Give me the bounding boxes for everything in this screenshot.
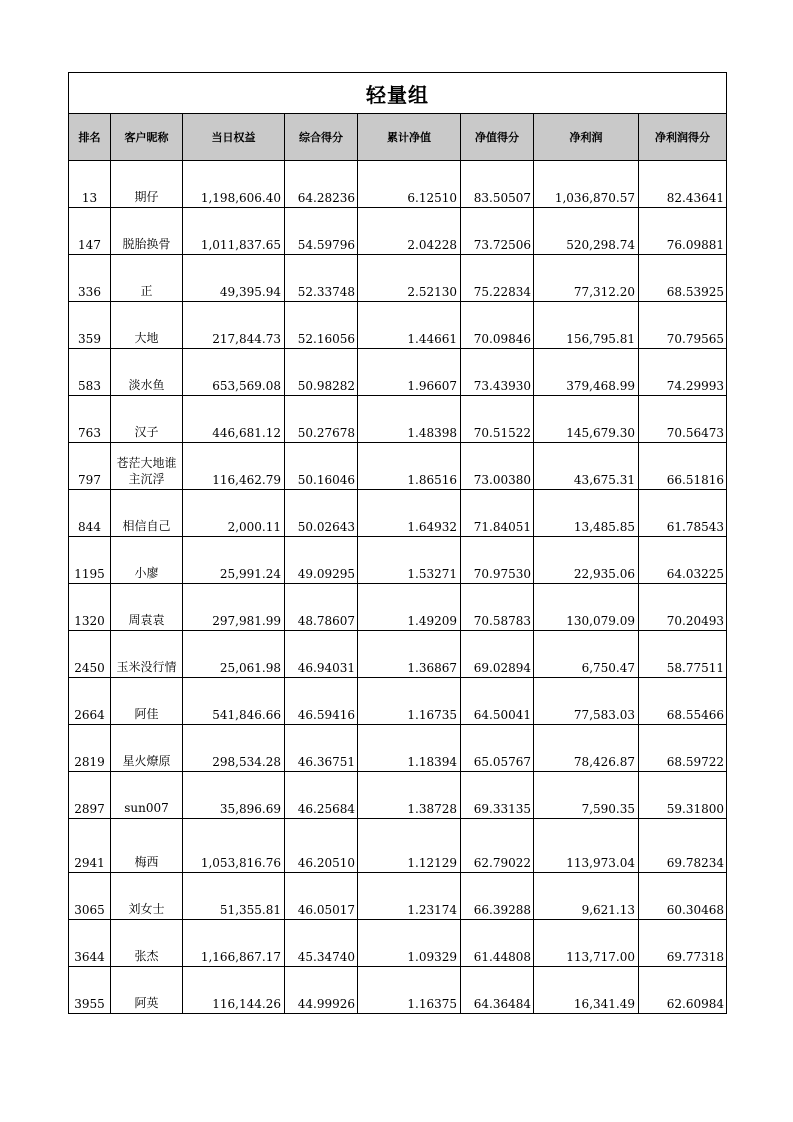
daily-equity-cell: 49,395.94 xyxy=(183,255,285,302)
net-profit-score-cell: 68.55466 xyxy=(639,678,727,725)
rank-cell: 359 xyxy=(69,302,111,349)
nav-score-cell: 71.84051 xyxy=(461,490,534,537)
daily-equity-cell: 35,896.69 xyxy=(183,772,285,819)
net-profit-cell: 379,468.99 xyxy=(534,349,639,396)
daily-equity-cell: 298,534.28 xyxy=(183,725,285,772)
table-row xyxy=(69,819,727,873)
cumulative-nav-cell: 2.52130 xyxy=(358,255,461,302)
table-row xyxy=(69,161,727,208)
table-row xyxy=(69,349,727,396)
nav-score-cell: 73.72506 xyxy=(461,208,534,255)
table-row xyxy=(69,631,727,678)
net-profit-cell: 113,717.00 xyxy=(534,920,639,967)
net-profit-cell: 78,426.87 xyxy=(534,725,639,772)
net-profit-cell: 113,973.04 xyxy=(534,819,639,873)
overall-score-cell: 50.02643 xyxy=(285,490,358,537)
nav-score-cell: 64.36484 xyxy=(461,967,534,1014)
net-profit-score-cell: 62.60984 xyxy=(639,967,727,1014)
net-profit-cell: 13,485.85 xyxy=(534,490,639,537)
overall-score-cell: 64.28236 xyxy=(285,161,358,208)
daily-equity-cell: 217,844.73 xyxy=(183,302,285,349)
nickname-cell: 阿英 xyxy=(111,967,183,1014)
net-profit-score-cell: 61.78543 xyxy=(639,490,727,537)
cumulative-nav-cell: 2.04228 xyxy=(358,208,461,255)
nickname-cell: 脱胎换骨 xyxy=(111,208,183,255)
header-nickname: 客户昵称 xyxy=(111,114,183,161)
nickname-cell: sun007 xyxy=(111,772,183,819)
overall-score-cell: 54.59796 xyxy=(285,208,358,255)
table-row xyxy=(69,725,727,772)
overall-score-cell: 44.99926 xyxy=(285,967,358,1014)
nav-score-cell: 75.22834 xyxy=(461,255,534,302)
net-profit-cell: 9,621.13 xyxy=(534,873,639,920)
nickname-cell: 星火燎原 xyxy=(111,725,183,772)
cumulative-nav-cell: 1.53271 xyxy=(358,537,461,584)
nickname-cell: 淡水鱼 xyxy=(111,349,183,396)
overall-score-cell: 46.25684 xyxy=(285,772,358,819)
nav-score-cell: 66.39288 xyxy=(461,873,534,920)
cumulative-nav-cell: 1.12129 xyxy=(358,819,461,873)
rank-cell: 763 xyxy=(69,396,111,443)
cumulative-nav-cell: 1.96607 xyxy=(358,349,461,396)
rank-cell: 2941 xyxy=(69,819,111,873)
table-row xyxy=(69,772,727,819)
table-row xyxy=(69,255,727,302)
net-profit-cell: 145,679.30 xyxy=(534,396,639,443)
header-daily-equity: 当日权益 xyxy=(183,114,285,161)
net-profit-cell: 1,036,870.57 xyxy=(534,161,639,208)
daily-equity-cell: 297,981.99 xyxy=(183,584,285,631)
nickname-cell: 正 xyxy=(111,255,183,302)
nav-score-cell: 65.05767 xyxy=(461,725,534,772)
net-profit-score-cell: 76.09881 xyxy=(639,208,727,255)
overall-score-cell: 50.98282 xyxy=(285,349,358,396)
overall-score-cell: 50.27678 xyxy=(285,396,358,443)
daily-equity-cell: 25,061.98 xyxy=(183,631,285,678)
daily-equity-cell: 1,166,867.17 xyxy=(183,920,285,967)
daily-equity-cell: 1,053,816.76 xyxy=(183,819,285,873)
rank-cell: 336 xyxy=(69,255,111,302)
nickname-cell: 刘女士 xyxy=(111,873,183,920)
net-profit-cell: 520,298.74 xyxy=(534,208,639,255)
table-row xyxy=(69,584,727,631)
daily-equity-cell: 1,198,606.40 xyxy=(183,161,285,208)
overall-score-cell: 50.16046 xyxy=(285,443,358,490)
rank-cell: 2450 xyxy=(69,631,111,678)
cumulative-nav-cell: 1.64932 xyxy=(358,490,461,537)
net-profit-cell: 77,312.20 xyxy=(534,255,639,302)
nav-score-cell: 83.50507 xyxy=(461,161,534,208)
header-cumulative-nav: 累计净值 xyxy=(358,114,461,161)
daily-equity-cell: 25,991.24 xyxy=(183,537,285,584)
net-profit-score-cell: 59.31800 xyxy=(639,772,727,819)
overall-score-cell: 45.34740 xyxy=(285,920,358,967)
rank-cell: 1195 xyxy=(69,537,111,584)
overall-score-cell: 52.33748 xyxy=(285,255,358,302)
net-profit-score-cell: 70.20493 xyxy=(639,584,727,631)
nav-score-cell: 62.79022 xyxy=(461,819,534,873)
ranking-table xyxy=(68,72,727,1014)
net-profit-score-cell: 64.03225 xyxy=(639,537,727,584)
nickname-cell: 阿佳 xyxy=(111,678,183,725)
table-row xyxy=(69,396,727,443)
overall-score-cell: 49.09295 xyxy=(285,537,358,584)
net-profit-score-cell: 58.77511 xyxy=(639,631,727,678)
net-profit-cell: 156,795.81 xyxy=(534,302,639,349)
cumulative-nav-cell: 1.48398 xyxy=(358,396,461,443)
daily-equity-cell: 653,569.08 xyxy=(183,349,285,396)
nickname-cell: 周袁袁 xyxy=(111,584,183,631)
table-row xyxy=(69,302,727,349)
header-rank: 排名 xyxy=(69,114,111,161)
daily-equity-cell: 2,000.11 xyxy=(183,490,285,537)
overall-score-cell: 52.16056 xyxy=(285,302,358,349)
overall-score-cell: 46.36751 xyxy=(285,725,358,772)
net-profit-score-cell: 69.77318 xyxy=(639,920,727,967)
net-profit-cell: 6,750.47 xyxy=(534,631,639,678)
nickname-cell: 小廖 xyxy=(111,537,183,584)
header-row xyxy=(69,114,727,161)
net-profit-score-cell: 70.79565 xyxy=(639,302,727,349)
rank-cell: 13 xyxy=(69,161,111,208)
overall-score-cell: 46.20510 xyxy=(285,819,358,873)
nav-score-cell: 70.51522 xyxy=(461,396,534,443)
nav-score-cell: 70.58783 xyxy=(461,584,534,631)
net-profit-cell: 130,079.09 xyxy=(534,584,639,631)
overall-score-cell: 46.59416 xyxy=(285,678,358,725)
overall-score-cell: 46.05017 xyxy=(285,873,358,920)
net-profit-cell: 43,675.31 xyxy=(534,443,639,490)
cumulative-nav-cell: 1.16735 xyxy=(358,678,461,725)
net-profit-score-cell: 82.43641 xyxy=(639,161,727,208)
table-row xyxy=(69,967,727,1014)
rank-cell: 844 xyxy=(69,490,111,537)
nickname-cell: 梅西 xyxy=(111,819,183,873)
header-net-profit: 净利润 xyxy=(534,114,639,161)
rank-cell: 1320 xyxy=(69,584,111,631)
cumulative-nav-cell: 1.49209 xyxy=(358,584,461,631)
cumulative-nav-cell: 6.12510 xyxy=(358,161,461,208)
table-row xyxy=(69,678,727,725)
daily-equity-cell: 446,681.12 xyxy=(183,396,285,443)
table-title: 轻量组 xyxy=(69,73,727,114)
net-profit-score-cell: 74.29993 xyxy=(639,349,727,396)
rank-cell: 2664 xyxy=(69,678,111,725)
net-profit-score-cell: 60.30468 xyxy=(639,873,727,920)
daily-equity-cell: 116,144.26 xyxy=(183,967,285,1014)
nickname-cell: 张杰 xyxy=(111,920,183,967)
net-profit-cell: 7,590.35 xyxy=(534,772,639,819)
table-row xyxy=(69,208,727,255)
table-row xyxy=(69,443,727,490)
cumulative-nav-cell: 1.23174 xyxy=(358,873,461,920)
rank-cell: 147 xyxy=(69,208,111,255)
nav-score-cell: 64.50041 xyxy=(461,678,534,725)
net-profit-score-cell: 70.56473 xyxy=(639,396,727,443)
nav-score-cell: 61.44808 xyxy=(461,920,534,967)
rank-cell: 583 xyxy=(69,349,111,396)
table-row xyxy=(69,920,727,967)
nickname-cell: 汉子 xyxy=(111,396,183,443)
net-profit-score-cell: 68.59722 xyxy=(639,725,727,772)
net-profit-score-cell: 68.53925 xyxy=(639,255,727,302)
header-overall-score: 综合得分 xyxy=(285,114,358,161)
cumulative-nav-cell: 1.18394 xyxy=(358,725,461,772)
cumulative-nav-cell: 1.36867 xyxy=(358,631,461,678)
nickname-cell: 期仔 xyxy=(111,161,183,208)
cumulative-nav-cell: 1.44661 xyxy=(358,302,461,349)
nav-score-cell: 70.09846 xyxy=(461,302,534,349)
net-profit-score-cell: 66.51816 xyxy=(639,443,727,490)
cumulative-nav-cell: 1.16375 xyxy=(358,967,461,1014)
nav-score-cell: 69.33135 xyxy=(461,772,534,819)
daily-equity-cell: 541,846.66 xyxy=(183,678,285,725)
rank-cell: 2819 xyxy=(69,725,111,772)
nickname-cell: 玉米没行情 xyxy=(111,631,183,678)
rank-cell: 3644 xyxy=(69,920,111,967)
ranking-sheet xyxy=(68,72,726,1014)
daily-equity-cell: 1,011,837.65 xyxy=(183,208,285,255)
nickname-cell: 大地 xyxy=(111,302,183,349)
rank-cell: 2897 xyxy=(69,772,111,819)
net-profit-cell: 22,935.06 xyxy=(534,537,639,584)
nickname-cell: 苍茫大地谁主沉浮 xyxy=(111,443,183,490)
cumulative-nav-cell: 1.38728 xyxy=(358,772,461,819)
net-profit-cell: 16,341.49 xyxy=(534,967,639,1014)
header-nav-score: 净值得分 xyxy=(461,114,534,161)
overall-score-cell: 46.94031 xyxy=(285,631,358,678)
rank-cell: 3065 xyxy=(69,873,111,920)
overall-score-cell: 48.78607 xyxy=(285,584,358,631)
cumulative-nav-cell: 1.86516 xyxy=(358,443,461,490)
nav-score-cell: 73.43930 xyxy=(461,349,534,396)
header-net-profit-score: 净利润得分 xyxy=(639,114,727,161)
nickname-cell: 相信自己 xyxy=(111,490,183,537)
nav-score-cell: 69.02894 xyxy=(461,631,534,678)
table-row xyxy=(69,873,727,920)
nav-score-cell: 73.00380 xyxy=(461,443,534,490)
net-profit-cell: 77,583.03 xyxy=(534,678,639,725)
rank-cell: 797 xyxy=(69,443,111,490)
daily-equity-cell: 116,462.79 xyxy=(183,443,285,490)
cumulative-nav-cell: 1.09329 xyxy=(358,920,461,967)
table-body xyxy=(69,161,727,1014)
rank-cell: 3955 xyxy=(69,967,111,1014)
daily-equity-cell: 51,355.81 xyxy=(183,873,285,920)
table-row xyxy=(69,537,727,584)
net-profit-score-cell: 69.78234 xyxy=(639,819,727,873)
table-row xyxy=(69,490,727,537)
nav-score-cell: 70.97530 xyxy=(461,537,534,584)
